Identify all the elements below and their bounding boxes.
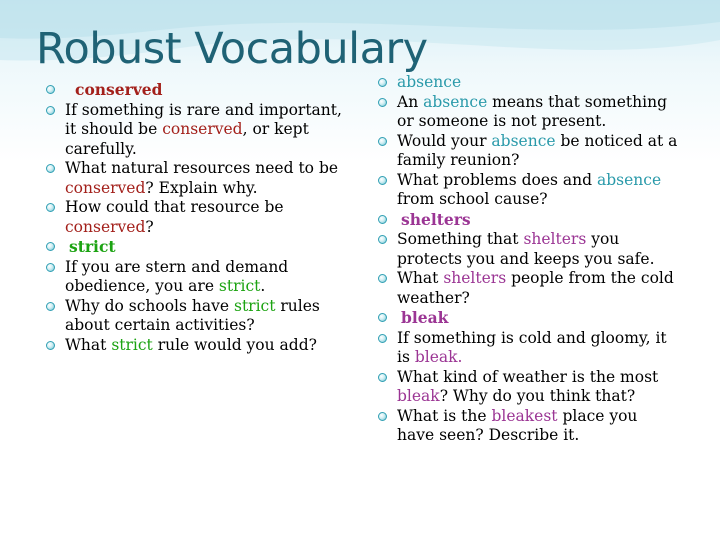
- list-item-strict-definition: [46, 258, 346, 297]
- bullet-icon: [46, 341, 55, 350]
- text: What kind of weather is the most: [397, 367, 659, 386]
- highlight-word: strict: [111, 335, 153, 354]
- slide-title: Robust Vocabulary: [36, 24, 428, 74]
- bullet-icon: [46, 242, 55, 251]
- text: means that something or someone is not present.: [397, 92, 667, 130]
- highlight-word: bleakest: [491, 406, 558, 425]
- text: Would your: [397, 131, 492, 150]
- list-item-shelters-question-1: [378, 269, 678, 308]
- text: ? Why do you think that?: [439, 387, 636, 405]
- text: What is the: [397, 406, 492, 425]
- text: If something is rare and important, it should be: [65, 100, 342, 138]
- list-item-conserved-definition: [46, 101, 346, 160]
- list-item-conserved-question-1: [46, 159, 346, 198]
- list-item-bleak-question-2: [378, 407, 678, 446]
- text: What problems does and: [397, 170, 597, 189]
- list-item-bleak-definition: [378, 329, 678, 368]
- list-item-strict-question-1: [46, 297, 346, 336]
- text: .: [260, 277, 266, 295]
- bullet-icon: [378, 373, 387, 382]
- list-item-shelters-word: [378, 210, 678, 231]
- list-item-strict-question-2: [46, 336, 346, 356]
- text: What: [65, 335, 112, 354]
- highlight-word: absence: [597, 170, 662, 189]
- highlight-word: absence: [423, 92, 488, 111]
- list-item-absence-question-2: [378, 171, 678, 210]
- highlight-word: conserved: [65, 217, 146, 236]
- vocab-word-absence: absence: [397, 73, 462, 91]
- vocab-word-conserved: conserved: [75, 80, 163, 99]
- vocab-word-shelters: shelters: [401, 209, 471, 229]
- text: from school cause?: [397, 190, 548, 208]
- list-item-absence-question-1: [378, 132, 678, 171]
- highlight-word: conserved: [162, 120, 243, 138]
- text: rule would you add?: [152, 335, 317, 354]
- highlight-word: strict: [218, 277, 261, 295]
- text: If you are stern and demand obedience, you are: [65, 257, 289, 295]
- bullet-icon: [46, 302, 55, 311]
- text: An: [397, 92, 424, 111]
- list-item-strict-word: [46, 237, 346, 258]
- text: be noticed at a family reunion?: [397, 131, 678, 169]
- right-column-list: [378, 73, 678, 446]
- highlight-word: conserved: [65, 178, 146, 197]
- bullet-icon: [378, 313, 387, 322]
- bullet-icon: [378, 176, 387, 185]
- text: What: [397, 269, 444, 287]
- highlight-word: bleak: [397, 387, 440, 405]
- text: ?: [145, 217, 154, 236]
- bullet-icon: [378, 215, 387, 224]
- text: you protects you and keeps you safe.: [397, 230, 655, 268]
- bullet-icon: [378, 78, 387, 87]
- left-column-list: [46, 80, 346, 355]
- list-item-bleak-question-1: [378, 368, 678, 407]
- bullet-icon: [46, 106, 55, 115]
- bullet-icon: [378, 412, 387, 421]
- list-item-absence-definition: [378, 93, 678, 132]
- vocab-word-bleak: bleak: [401, 308, 449, 327]
- text: Why do schools have: [65, 296, 234, 315]
- list-item-bleak-word: [378, 308, 678, 329]
- list-item-conserved-question-2: [46, 198, 346, 237]
- list-item-conserved-word: [46, 80, 346, 101]
- text: How could that resource be: [65, 198, 284, 216]
- text: rules about certain activities?: [65, 296, 320, 334]
- list-item-absence-word: [378, 73, 678, 93]
- highlight-word: shelters: [443, 269, 507, 287]
- highlight-word: shelters: [523, 230, 587, 248]
- bullet-icon: [46, 164, 55, 173]
- bullet-icon: [46, 203, 55, 212]
- bullet-icon: [378, 274, 387, 283]
- bullet-icon: [378, 334, 387, 343]
- bullet-icon: [46, 85, 55, 94]
- text: ? Explain why.: [145, 178, 258, 197]
- bullet-icon: [378, 235, 387, 244]
- text: What natural resources need to be: [65, 159, 339, 177]
- text: place you have seen? Describe it.: [397, 406, 638, 444]
- text: Something that: [397, 230, 524, 248]
- text: people from the cold weather?: [397, 269, 674, 307]
- highlight-word: strict: [233, 296, 276, 315]
- list-item-shelters-definition: [378, 230, 678, 269]
- bullet-icon: [46, 263, 55, 272]
- bullet-icon: [378, 137, 387, 146]
- vocab-word-strict: strict: [69, 237, 116, 256]
- bullet-icon: [378, 98, 387, 107]
- highlight-word: absence: [491, 131, 556, 150]
- text: If something is cold and gloomy, it is: [397, 328, 667, 366]
- highlight-word: bleak.: [414, 348, 463, 366]
- text: , or kept carefully.: [65, 120, 309, 158]
